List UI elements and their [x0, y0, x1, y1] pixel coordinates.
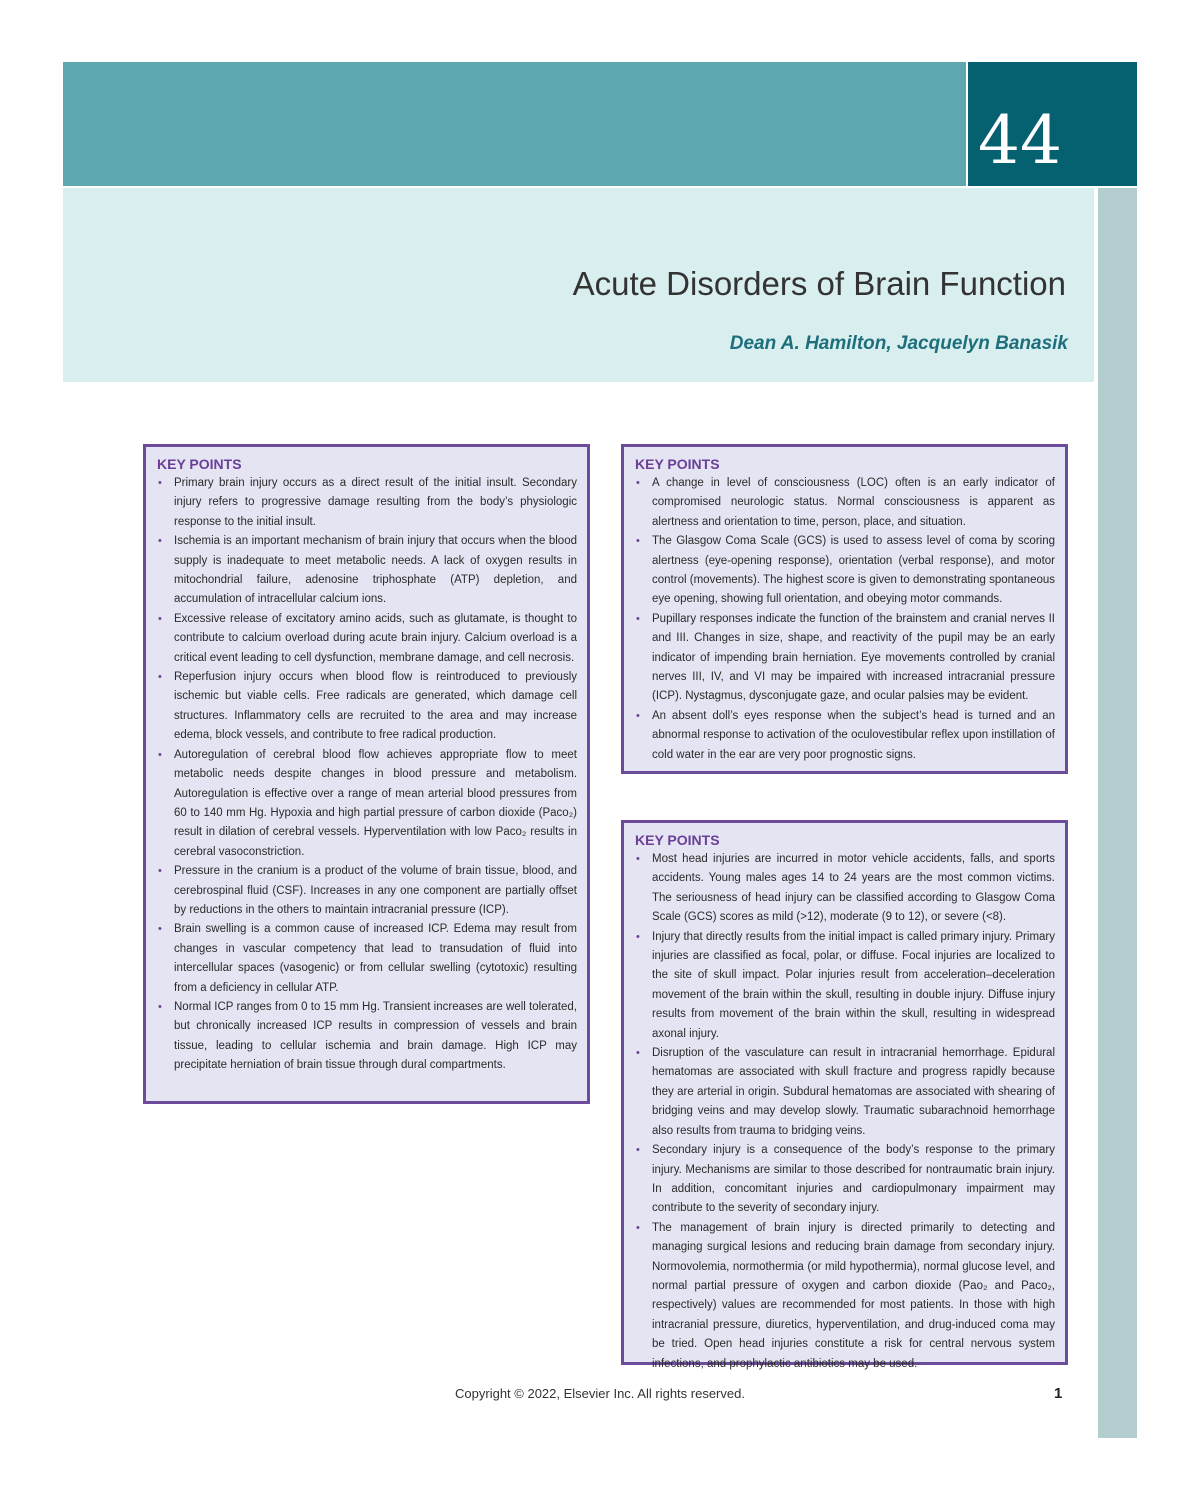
bullet-icon: • — [158, 477, 162, 489]
bullet-icon: • — [636, 612, 640, 625]
chapter-title: Acute Disorders of Brain Function — [572, 265, 1066, 302]
bullet-icon: • — [636, 535, 640, 548]
key-point-item — [157, 532, 577, 610]
key-points-box — [143, 444, 590, 1104]
bullet-icon: • — [636, 477, 640, 489]
key-point-text: The management of brain injury is directed primarily to detecting and managing surgical lesions and reducing brain damage from secondary injury. Normovolemia, normothermia (or mild hypothermia), normal glucose level, and normal partial pressure of oxygen and carbon dioxide (Pao₂ and Paco₂, respectively) values are recommended for most patients. In those with high intracranial pressure, diuretics, hyperventilation, and drug-induced coma may be tried. Open head injuries constitute a risk for central nervous system infections, and prophylactic antibiotics may be used. — [652, 1221, 1055, 1370]
bullet-icon: • — [636, 1221, 640, 1234]
key-point-text: An absent doll’s eyes response when the subject’s head is turned and an abnormal response to activation of the oculovestibular reflex upon instillation of cold water in the ear are very poor prognostic signs. — [652, 709, 1055, 761]
key-point-item — [635, 474, 1055, 532]
key-points-list — [157, 474, 577, 1076]
key-point-item — [157, 746, 577, 862]
key-point-item — [157, 998, 577, 1076]
bullet-icon: • — [158, 923, 162, 936]
chapter-number: 44 — [978, 102, 1062, 179]
key-point-item — [635, 1219, 1055, 1374]
key-point-text: Ischemia is an important mechanism of brain injury that occurs when the blood supply is inadequate to meet metabolic needs. A lack of oxygen results in mitochondrial failure, adenosine triphosphate (ATP) depletion, and accumulation of intracellular calcium ions. — [174, 535, 577, 606]
bullet-icon: • — [158, 612, 162, 625]
page-number: 1 — [1054, 1385, 1063, 1402]
key-point-item — [635, 707, 1055, 765]
key-point-text: Brain swelling is a common cause of increased ICP. Edema may result from changes in vascular competency that lead to transudation of fluid into intercellular spaces (vasogenic) or from cellular swelling (cytotoxic) resulting from a deficiency in cellular ATP. — [174, 923, 577, 994]
key-point-item — [635, 850, 1055, 928]
chapter-authors: Dean A. Hamilton, Jacquelyn Banasik — [729, 333, 1068, 354]
key-point-text: Primary brain injury occurs as a direct result of the initial insult. Secondary injury refers to progressive damage resulting from the body’s physiologic response to the initial insult. — [174, 477, 577, 528]
key-point-text: Autoregulation of cerebral blood flow achieves appropriate flow to meet metabolic needs despite changes in blood pressure and metabolism. Autoregulation is effective over a range of mean arterial blood pressures from 60 to 140 mm Hg. Hypoxia and high partial pressure of carbon dioxide (Paco₂) result in dilation of cerebral vessels. Hyperventilation with low Paco₂ results in cerebral vasoconstriction. — [174, 748, 577, 858]
key-point-text: Secondary injury is a consequence of the body’s response to the primary injury. Mechanisms are similar to those described for nontraumatic brain injury. In addition, concomitant injuries and cardiopulmonary impairment may contribute to the severity of secondary injury. — [652, 1144, 1055, 1215]
key-point-text: Excessive release of excitatory amino acids, such as glutamate, is thought to contribute to calcium overload during acute brain injury. Calcium overload is a critical event leading to cell dysfunction, membrane damage, and cell necrosis. — [174, 612, 577, 664]
key-point-item — [635, 1044, 1055, 1141]
key-point-item — [157, 862, 577, 920]
key-point-text: A change in level of consciousness (LOC) often is an early indicator of compromised neurologic status. Normal consciousness is apparent as alertness and orientation to time, person, place, and situation. — [652, 477, 1055, 528]
key-points-heading: KEY POINTS — [635, 456, 720, 472]
bullet-icon: • — [636, 853, 640, 865]
key-point-item — [635, 1141, 1055, 1219]
bullet-icon: • — [636, 1047, 640, 1060]
key-point-item — [157, 474, 577, 532]
key-point-item — [635, 928, 1055, 1044]
header-band — [63, 62, 966, 186]
key-point-text: Most head injuries are incurred in motor vehicle accidents, falls, and sports accidents. Young males ages 14 to 24 years are the most common victims. The seriousness of head injury can be classified according to Glasgow Coma Scale (GCS) scores as mild (>12), moderate (9 to 12), or severe (<8). — [652, 853, 1055, 924]
bullet-icon: • — [158, 748, 162, 761]
key-points-heading: KEY POINTS — [635, 832, 720, 848]
bullet-icon: • — [636, 930, 640, 943]
key-point-text: Normal ICP ranges from 0 to 15 mm Hg. Transient increases are well tolerated, but chronically increased ICP results in compression of vessels and brain tissue, leading to cellular ischemia and brain damage. High ICP may precipitate herniation of brain tissue through dural compartments. — [174, 1000, 577, 1072]
key-points-box — [621, 820, 1068, 1370]
key-point-text: Disruption of the vasculature can result in intracranial hemorrhage. Epidural hematomas are associated with skull fracture and progress rapidly because they are arterial in origin. Subdural hematomas are associated with shearing of bridging veins and may develop slowly. Traumatic subarachnoid hemorrhage also results from trauma to bridging veins. — [652, 1047, 1055, 1137]
copyright-notice: Copyright © 2022, Elsevier Inc. All rights reserved. — [455, 1386, 745, 1401]
bullet-icon: • — [158, 535, 162, 548]
key-point-text: The Glasgow Coma Scale (GCS) is used to assess level of coma by scoring alertness (eye-opening response), orientation (verbal response), and motor control (movements). The highest score is given to demonstrating spontaneous eye opening, showing full orientation, and obeying motor commands. — [652, 535, 1055, 606]
key-point-text: Injury that directly results from the initial impact is called primary injury. Primary injuries are classified as focal, polar, or diffuse. Focal injuries are localized to the site of skull impact. Polar injuries result from acceleration–deceleration movement of the brain within the skull, resulting in double injury. Diffuse injury results from movement of the brain within the skull, resulting in widespread axonal injury. — [652, 930, 1055, 1040]
key-point-item — [157, 920, 577, 998]
bullet-icon: • — [636, 1144, 640, 1157]
key-point-text: Reperfusion injury occurs when blood flow is reintroduced to previously ischemic but viable cells. Free radicals are generated, which damage cell structures. Inflammatory cells are recruited to the area and may increase edema, block vessels, and contribute to free radical production. — [174, 671, 577, 742]
side-bar — [1098, 188, 1137, 1438]
bullet-icon: • — [158, 865, 162, 878]
key-points-heading: KEY POINTS — [157, 456, 242, 472]
bullet-icon: • — [158, 1000, 162, 1013]
key-point-item — [157, 668, 577, 746]
key-points-list — [635, 850, 1055, 1374]
key-points-list — [635, 474, 1055, 765]
bullet-icon: • — [158, 671, 162, 684]
key-point-item — [635, 610, 1055, 707]
key-point-text: Pupillary responses indicate the function of the brainstem and cranial nerves II and III. Changes in size, shape, and reactivity of the pupil may be an early indicator of impending brain herniation. Eye movements controlled by cranial nerves III, IV, and VI may be impaired with increased intracranial pressure (ICP). Nystagmus, dysconjugate gaze, and ocular palsies may be evident. — [652, 612, 1055, 703]
key-point-text: Pressure in the cranium is a product of the volume of brain tissue, blood, and cerebrospinal fluid (CSF). Increases in any one component are partially offset by reductions in the others to maintain intracranial pressure (ICP). — [174, 865, 577, 916]
key-point-item — [635, 532, 1055, 610]
key-points-box — [621, 444, 1068, 774]
bullet-icon: • — [636, 709, 640, 722]
key-point-item — [157, 610, 577, 668]
